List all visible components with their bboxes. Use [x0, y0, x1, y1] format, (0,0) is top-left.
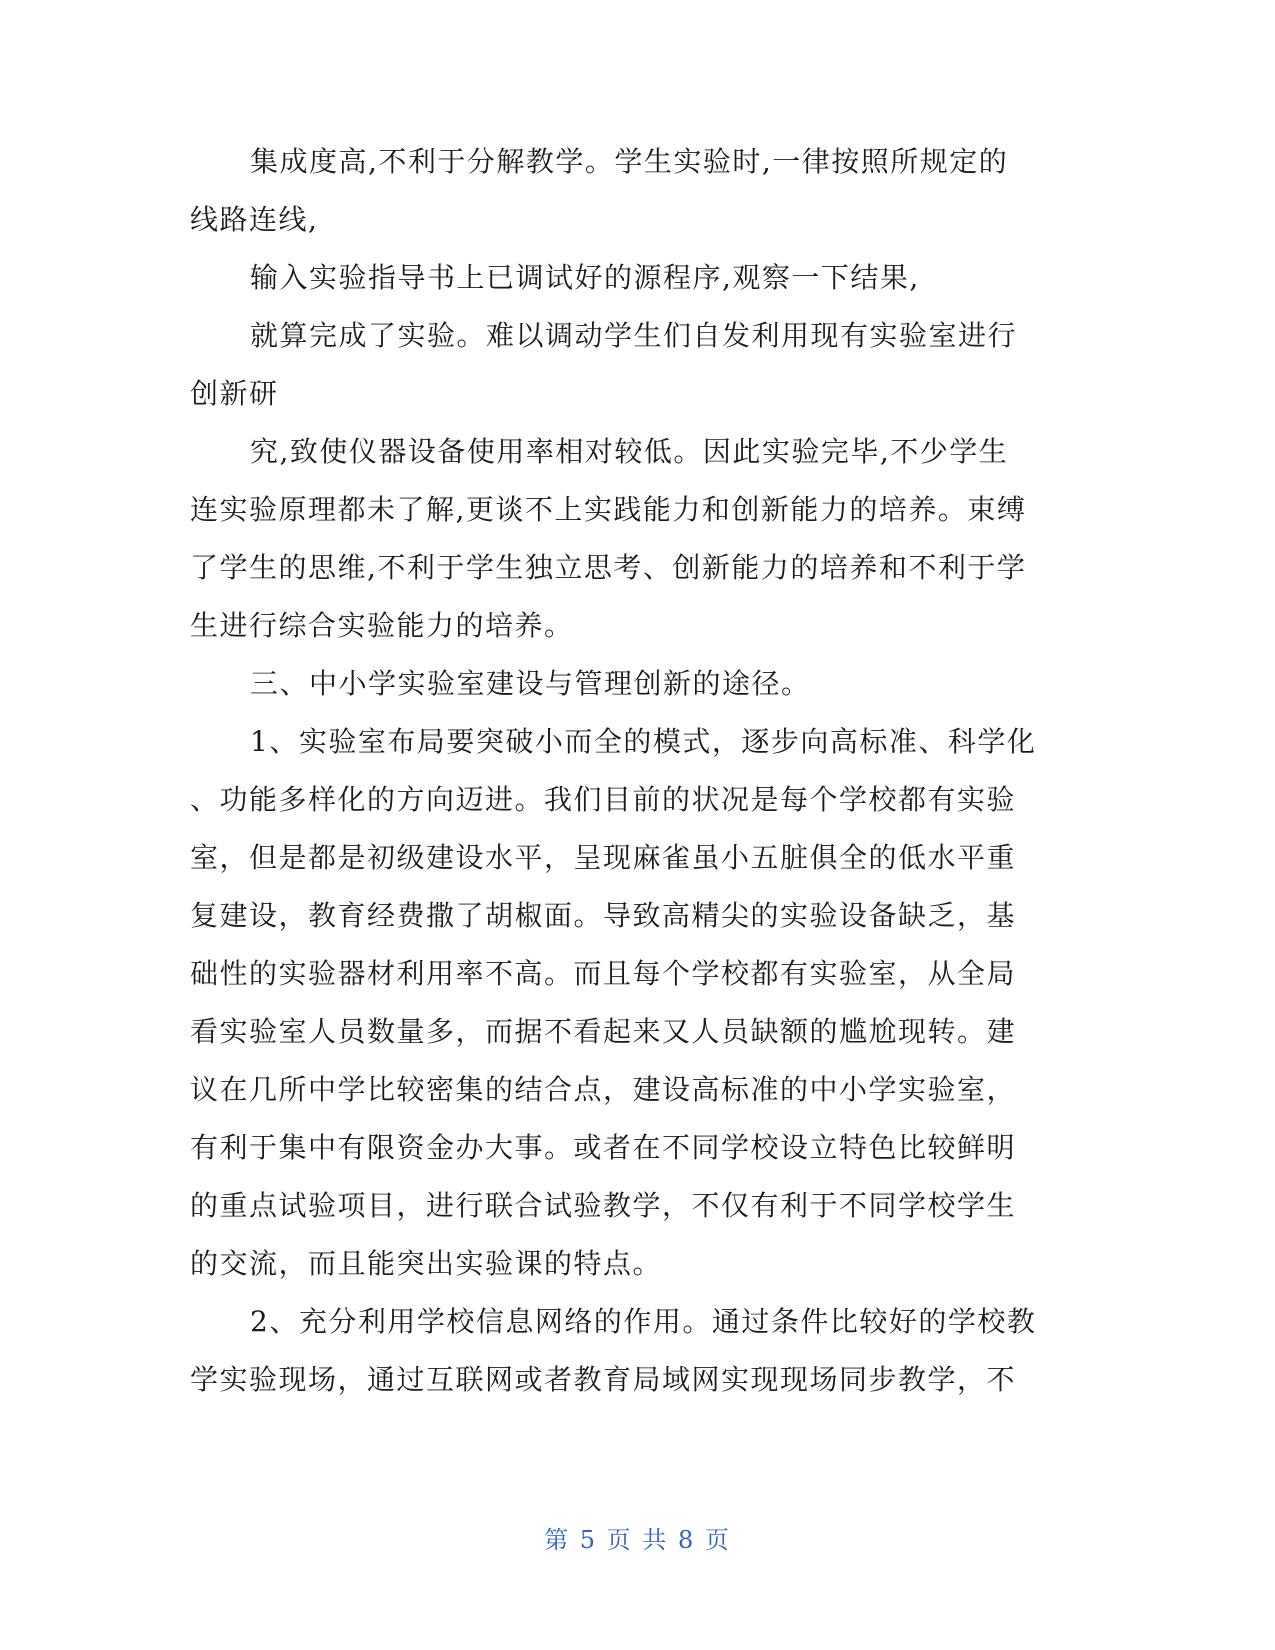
text-line: 创新研 [190, 377, 279, 410]
text-line: 的重点试验项目，进行联合试验教学，不仅有利于不同学校学生 [190, 1189, 1017, 1222]
text-line: 室，但是都是初级建设水平，呈现麻雀虽小五脏俱全的低水平重 [190, 841, 1017, 874]
text-line: 线路连线, [190, 203, 319, 236]
text-line: 集成度高,不利于分解教学。学生实验时,一律按照所规定的 [250, 145, 1009, 178]
text-line: 议在几所中学比较密集的结合点，建设高标准的中小学实验室， [190, 1073, 1017, 1106]
text-line: 学实验现场，通过互联网或者教育局域网实现现场同步教学，不 [190, 1363, 1017, 1396]
text-line: 输入实验指导书上已调试好的源程序,观察一下结果, [250, 261, 920, 294]
text-line: 究,致使仪器设备使用率相对较低。因此实验完毕,不少学生 [250, 435, 1009, 468]
text-line: 复建设，教育经费撒了胡椒面。导致高精尖的实验设备缺乏，基 [190, 899, 1017, 932]
text-line: 、功能多样化的方向迈进。我们目前的状况是每个学校都有实验 [190, 783, 1017, 816]
text-line: 看实验室人员数量多，而据不看起来又人员缺额的尴尬现转。建 [190, 1015, 1017, 1048]
text-line: 2、充分利用学校信息网络的作用。通过条件比较好的学校教 [250, 1305, 1037, 1338]
text-line: 1、实验室布局要突破小而全的模式，逐步向高标准、科学化 [250, 725, 1037, 758]
text-line: 的交流，而且能突出实验课的特点。 [190, 1247, 663, 1280]
text-line: 就算完成了实验。难以调动学生们自发利用现有实验室进行 [250, 319, 1018, 352]
page-number-footer: 第 5 页 共 8 页 [544, 1526, 731, 1554]
text-line: 了学生的思维,不利于学生独立思考、创新能力的培养和不利于学 [190, 551, 1027, 584]
section-heading: 三、中小学实验室建设与管理创新的途径。 [250, 667, 811, 700]
text-line: 生进行综合实验能力的培养。 [190, 609, 574, 642]
text-line: 连实验原理都未了解,更谈不上实践能力和创新能力的培养。束缚 [190, 493, 1027, 526]
text-line: 础性的实验器材利用率不高。而且每个学校都有实验室，从全局 [190, 957, 1017, 990]
text-line: 有利于集中有限资金办大事。或者在不同学校设立特色比较鲜明 [190, 1131, 1017, 1164]
